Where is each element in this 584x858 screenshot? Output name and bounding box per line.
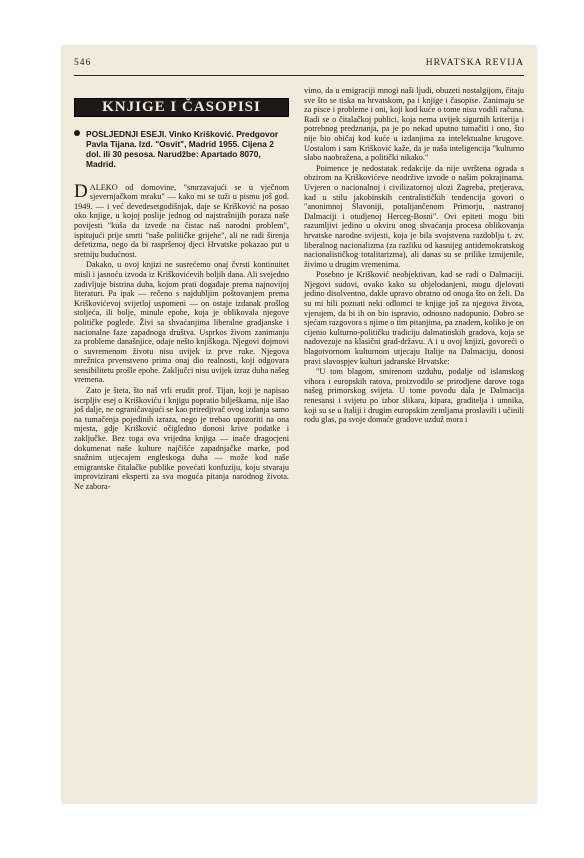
book-reference — [74, 129, 289, 169]
page-sheet — [62, 46, 536, 803]
bullet-icon — [74, 130, 80, 136]
running-header — [74, 58, 524, 74]
drop-cap: D — [74, 180, 88, 202]
paragraph: Zato je šteta, što naš vrli erudit prof. Tijan, koji je napisao iscrpljiv esej o Kriškoviću i knjigu popratio bilješkama, nije išao još dalje, ne ograničavajući se kao priredjivač ovog izdanja samo na tumačenja pojedinih izraza, nego je trebao upozoriti na ona mjesta, gdje Krišković očigledno donosi krive podatke i zaključke. Bez toga ova vrijedna knjiga — inače dragocjeni dokumenat naše kulture najčišće zapadnjačke marke, pod snažnim utjecajem engleskoga duha — može kod naše emigrantske čitalačke publike povećati konfuziju, koju stvaraju improvizirani eksperti za sva moguća pitanja narodnog života. Ne zabora- — [74, 386, 289, 491]
paragraph — [74, 180, 289, 260]
page-number: 546 — [74, 58, 92, 68]
paragraph-text: ALEKO od domovine, "smrzavajući se u vječnom sjevernjačkom mraku" — kako mi se tuži u pismu još god. 1949. — i već devedesetgodišnjak, daje se Krišković na posao oko knjige, u kojoj poslije jednog od najstrašnijih poraza naše povijesti "kuša da izvede na čistac naš narodni problem", ispitujući prije smrti "naše političke grijehe", ali ne radi širenja defetizma, nego da bi raspršenoj djeci Hrvatske pokazao put u sretniju budućnost. — [74, 182, 289, 259]
left-column — [74, 98, 289, 492]
journal-title: HRVATSKA REVIJA — [425, 58, 524, 68]
paragraph: vimo, da u emigraciji mnogi naši ljudi, obuzeti nostalgijom, čitaju sve što se tiska na hrvatskom, pa i knjige i časopise. Zanimaju se za pisce i probleme i oni, koji kod kuće o tome nisu vodili računa. Radi se o čitalačkoj publici, koja nema uvijek sigurnih kriterija i potrebnog predznanja, pa je po nekad uputno tumačiti i ono, što nije bio običaj kod kuće u izdanjima za intelektualne krugove. Uostalom i sam Krišković kaže, da je naša inteligencija "kulturno slabo naobražena, a politički nikako." — [304, 86, 524, 163]
quotation: "U tom blagom, smirenom uzduhu, podalje od islamskog vihora i europskih ratova, proizvodilo se prirodjene darove toga našeg primorskog svijeta. U tome povodu dala je Dalmacija renesansi i svijetu po izbor slikara, kipara, graditelja i umnika, koji su se u Italiji i drugim europskim zemljama proslavili i učinili rodu glas, pa svoje domaće gradove uzduž mora i — [304, 367, 524, 425]
paragraph: Dakako, u ovoj knjizi ne susrećemo onaj čvrsti kontinuitet misli i jasnoću izvoda iz Kriškovićevih boljih dana. Ali svejedno zadivljuje bistrina duha, kojom prati događaje prema najnovijoj literaturi. Pa ipak — rečeno s najdubljim poštovanjem prema Kriškovićevoj svijetloj uspomeni — on ostaje izdanak prošlog stoljeća, ili bolje, minule epohe, koja je oblikovala njegove političke poglede. Živi sa shvaćanjima liberalne gradjanske i nacionalne faze zapadnoga društva. Usprkos živom zanimanju za probleme današnjice, odaje nešto knjiškoga. Njegovi dojmovi o suvremenom životu nisu uvijek iz prve ruke. Njegova mrežnica prvenstveno prima onaj dio realnosti, koji odgovara sensibilitetu prošle epohe. Zaključci nisu uvijek izraz duha našeg vremena. — [74, 260, 289, 385]
paragraph: Posebno je Krišković neobjektivan, kad se radi o Dalmaciji. Njegovi sudovi, ovako kako su objelodanjeni, mogu djelovati jedino disolventno, dakle upravo obratno od onoga što on želi. Da su mi bili poznati neki odlomci te knjige još za njegova života, vjerujem, da bi ih on bio ispravio, odnosno nadopunio. Dobro se sjećam razgovora s njime o tim pitanjima, pa znadem, koliko je on cijenio kulturno-političku tradiciju dalmatinskih gradova, koja se nadovezuje na klasični grad-državu. A i u ovoj knjizi, govoreći o blagotvornom kulturnom utjecaju Italije na Dalmaciju, donosi pravi slavospjev kulturi jadranske Hrvatske: — [304, 270, 524, 366]
right-column — [304, 86, 524, 425]
paragraph: Poimence je nedostatak redakcije da nije uvrštena ograda s obzirom na Kriškovićeve neodržive izvode o našim pokrajinama. Uvjeren o nacionalnoj i civilizatornoj ulozi Zagreba, pretjerava, kad u stilu jakobinskih centralističkih tendencija govori o "anonimnoj Slavoniji, potalijančenom Primorju, nastranoj Dalmaciji i otudjenoj Herceg-Bosni". Ovi epiteti mogu biti razumljivi jedino u okviru onog shvaćanja procesa oblikovanja hrvatske narodne svijesti, koja je bila svojstvena razdoblju t. zv. liberalnog nacionalizma (za razliku od kasnijeg antidemokratskog nacionalističkog totalitarizma), ali danas su se prilike izmijenile, živimo u drugim vremenima. — [304, 163, 524, 269]
section-title: KNJIGE I ČASOPISI — [74, 98, 289, 117]
book-reference-text: POSLJEDNJI ESEJI. Vinko Krišković. Predgovor Pavla Tijana. Izd. "Osvit", Madrid 1955. Cijena 2 dol. ili 30 pesosa. Narudžbe: Apartado 8070, Madrid. — [86, 128, 279, 169]
header-rule — [74, 75, 524, 76]
